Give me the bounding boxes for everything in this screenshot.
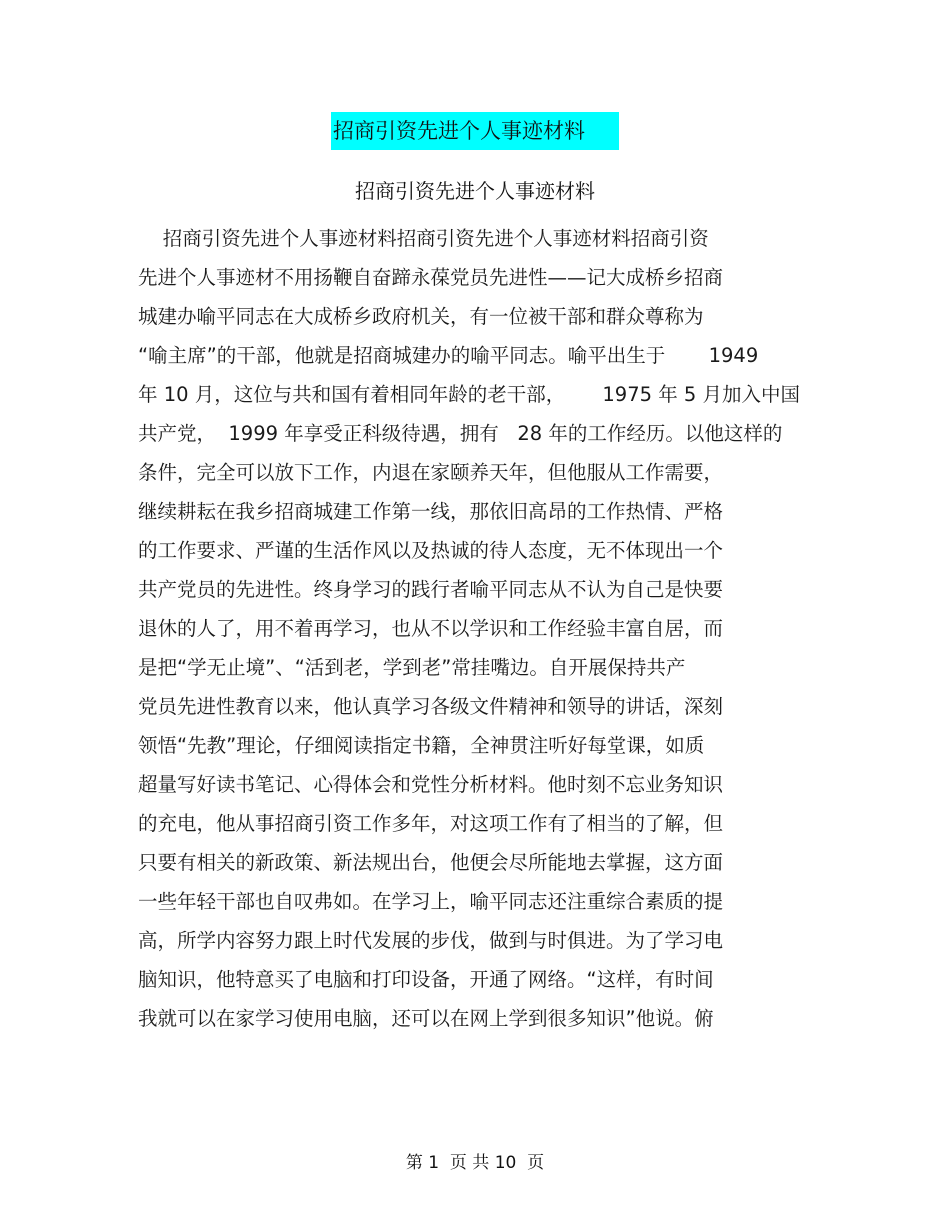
- body-line: 一些年轻干部也自叹弗如。在学习上，喻平同志还注重综合素质的提: [138, 890, 724, 913]
- body-line: “喻主席”的干部，他就是招商城建办的喻平同志。喻平出生于 1949: [138, 344, 759, 367]
- document-subtitle: 招商引资先进个人事迹材料: [355, 179, 595, 203]
- body-line: 是把“学无止境”、“活到老，学到老”常挂嘴边。自开展保持共产: [138, 656, 686, 679]
- document-title: 招商引资先进个人事迹材料: [331, 112, 619, 150]
- body-line: 党员先进性教育以来，他认真学习各级文件精神和领导的讲话，深刻: [138, 695, 724, 718]
- body-line: 退休的人了，用不着再学习，也从不以学识和工作经验丰富自居，而: [138, 617, 724, 640]
- body-line: 的工作要求、严谨的生活作风以及热诚的待人态度，无不体现出一个: [138, 539, 724, 562]
- page-number-footer: 第 1 页 共 10 页: [405, 1153, 545, 1173]
- body-line: 我就可以在家学习使用电脑，还可以在网上学到很多知识”他说。俯: [138, 1007, 714, 1030]
- body-line: 年 10 月，这位与共和国有着相同年龄的老干部， 1975 年 5 月加入中国: [138, 383, 801, 406]
- body-line: 的充电，他从事招商引资工作多年，对这项工作有了相当的了解，但: [138, 812, 724, 835]
- title-wrapper: [0, 112, 950, 150]
- body-line: 领悟“先教”理论，仔细阅读指定书籍，全神贯注听好每堂课，如质: [138, 734, 705, 757]
- body-line: 只要有相关的新政策、新法规出台，他便会尽所能地去掌握，这方面: [138, 851, 724, 874]
- body-line: 城建办喻平同志在大成桥乡政府机关，有一位被干部和群众尊称为: [138, 305, 704, 328]
- body-line: 招商引资先进个人事迹材料招商引资先进个人事迹材料招商引资: [138, 227, 709, 250]
- body-line: 脑知识，他特意买了电脑和打印设备，开通了网络。“这样，有时间: [138, 968, 714, 991]
- body-line: 超量写好读书笔记、心得体会和党性分析材料。他时刻不忘业务知识: [138, 773, 724, 796]
- body-line: 高，所学内容努力跟上时代发展的步伐，做到与时俱进。为了学习电: [138, 929, 724, 952]
- body-line: 共产党， 1999 年享受正科级待遇，拥有 28 年的工作经历。以他这样的: [138, 422, 783, 445]
- body-line: 共产党员的先进性。终身学习的践行者喻平同志从不认为自己是快要: [138, 578, 724, 601]
- body-line: 继续耕耘在我乡招商城建工作第一线，那依旧高昂的工作热情、严格: [138, 500, 724, 523]
- body-line: 条件，完全可以放下工作，内退在家颐养天年，但他服从工作需要，: [138, 461, 724, 484]
- body-text: [138, 219, 818, 1038]
- body-line: 先进个人事迹材不用扬鞭自奋蹄永葆党员先进性——记大成桥乡招商: [138, 266, 724, 289]
